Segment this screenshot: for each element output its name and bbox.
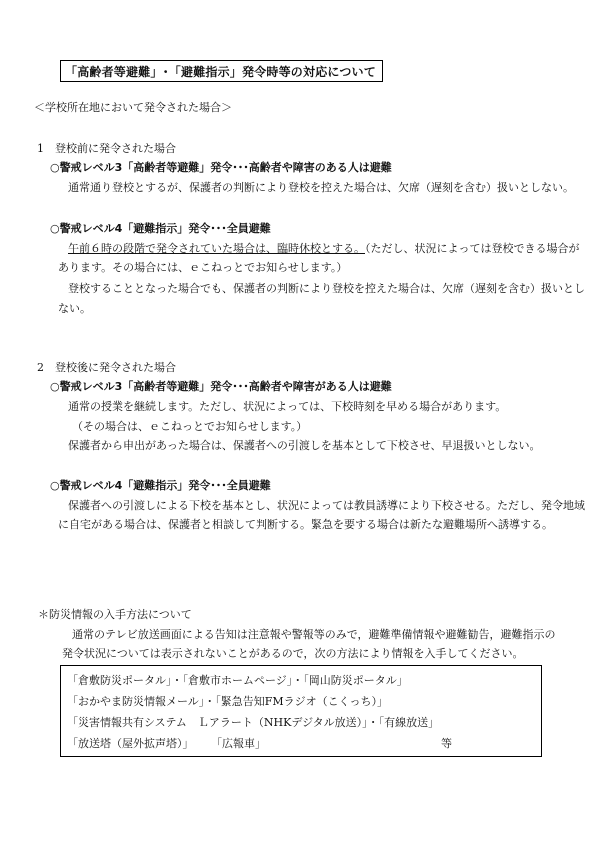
info-sources-etc: 等 [441,737,452,750]
section1-level3-text: 通常通り登校とするが、保護者の判断により登校を控えた場合は、欠席（遅刻を含む）扱いとしない。 [68,181,574,194]
info-sources-row: 「放送塔（屋外拡声塔）」 [67,737,194,750]
section1-level4-line4: ない。 [58,302,91,315]
info-sources-item: 「広報車」 [211,737,266,750]
section2-level4-line1: 保護者への引渡しによる下校を基本とし、状況によっては教員誘導により下校させる。ただし、発令地域 [68,499,585,512]
disaster-info-heading: ＊防災情報の入手方法について [38,608,192,621]
disaster-info-line1: 通常のテレビ放送画面による告知は注意報や警報等のみで，避難準備情報や避難勧告，避難指示の [72,628,556,641]
closure-note: （ただし、状況によっては登校できる場合が [365,242,580,255]
section1-level4-line2: あります。その場合には、ｅこねっとでお知らせします。） [58,261,348,274]
section2-level4-heading: ○警戒レベル4「避難指示」発令･･･全員避難 [50,479,271,492]
info-sources-row: 「災害情報共有システム Ｌアラート（NHKデジタル放送）」・「有線放送」 [67,716,440,729]
page-title: 「高齢者等避難」･「避難指示」発令時等の対応について [60,60,383,82]
section2-level4-line2: に自宅がある場合は、保護者と相談して判断する。緊急を要する場合は新たな避難場所へ誘導する。 [58,518,553,531]
info-sources-box [60,665,542,757]
section1-level4-line3: 登校することとなった場合でも、保護者の判断により登校を控えた場合は、欠席（遅刻を含む）扱いとし [68,282,585,295]
section1-heading: 1 登校前に発令された場合 [37,142,176,155]
section1-level4-line1 [68,240,580,256]
section2-level3-line2: （その場合は、ｅこねっとでお知らせします。） [72,420,308,433]
section2-level3-heading: ○警戒レベル3「高齢者等避難」発令･･･高齢者や障害がある人は避難 [50,380,392,393]
disaster-info-line2: 発令状況については表示されないことがあるので，次の方法により情報を入手してください。 [62,647,524,660]
section1-level4-heading: ○警戒レベル4「避難指示」発令･･･全員避難 [50,222,271,235]
info-sources-row: 「倉敷防災ポータル」・「倉敷市ホームページ」・「岡山防災ポータル」 [67,674,408,687]
location-subtitle: ＜学校所在地において発令された場合＞ [34,101,232,114]
info-sources-row: 「おかやま防災情報メール」・「緊急告知FMラジオ（こくっち）」 [67,695,388,708]
section2-level3-line1: 通常の授業を継続します。ただし、状況によっては、下校時刻を早める場合があります。 [68,400,507,413]
section2-level3-line3: 保護者から申出があった場合は、保護者への引渡しを基本として下校させ、早退扱いとしない。 [68,439,541,452]
closure-notice: 午前６時の段階で発令されていた場合は、臨時休校とする。 [68,242,365,255]
section2-heading: 2 登校後に発令された場合 [37,361,176,374]
section1-level3-heading: ○警戒レベル3「高齢者等避難」発令･･･高齢者や障害のある人は避難 [50,161,392,174]
